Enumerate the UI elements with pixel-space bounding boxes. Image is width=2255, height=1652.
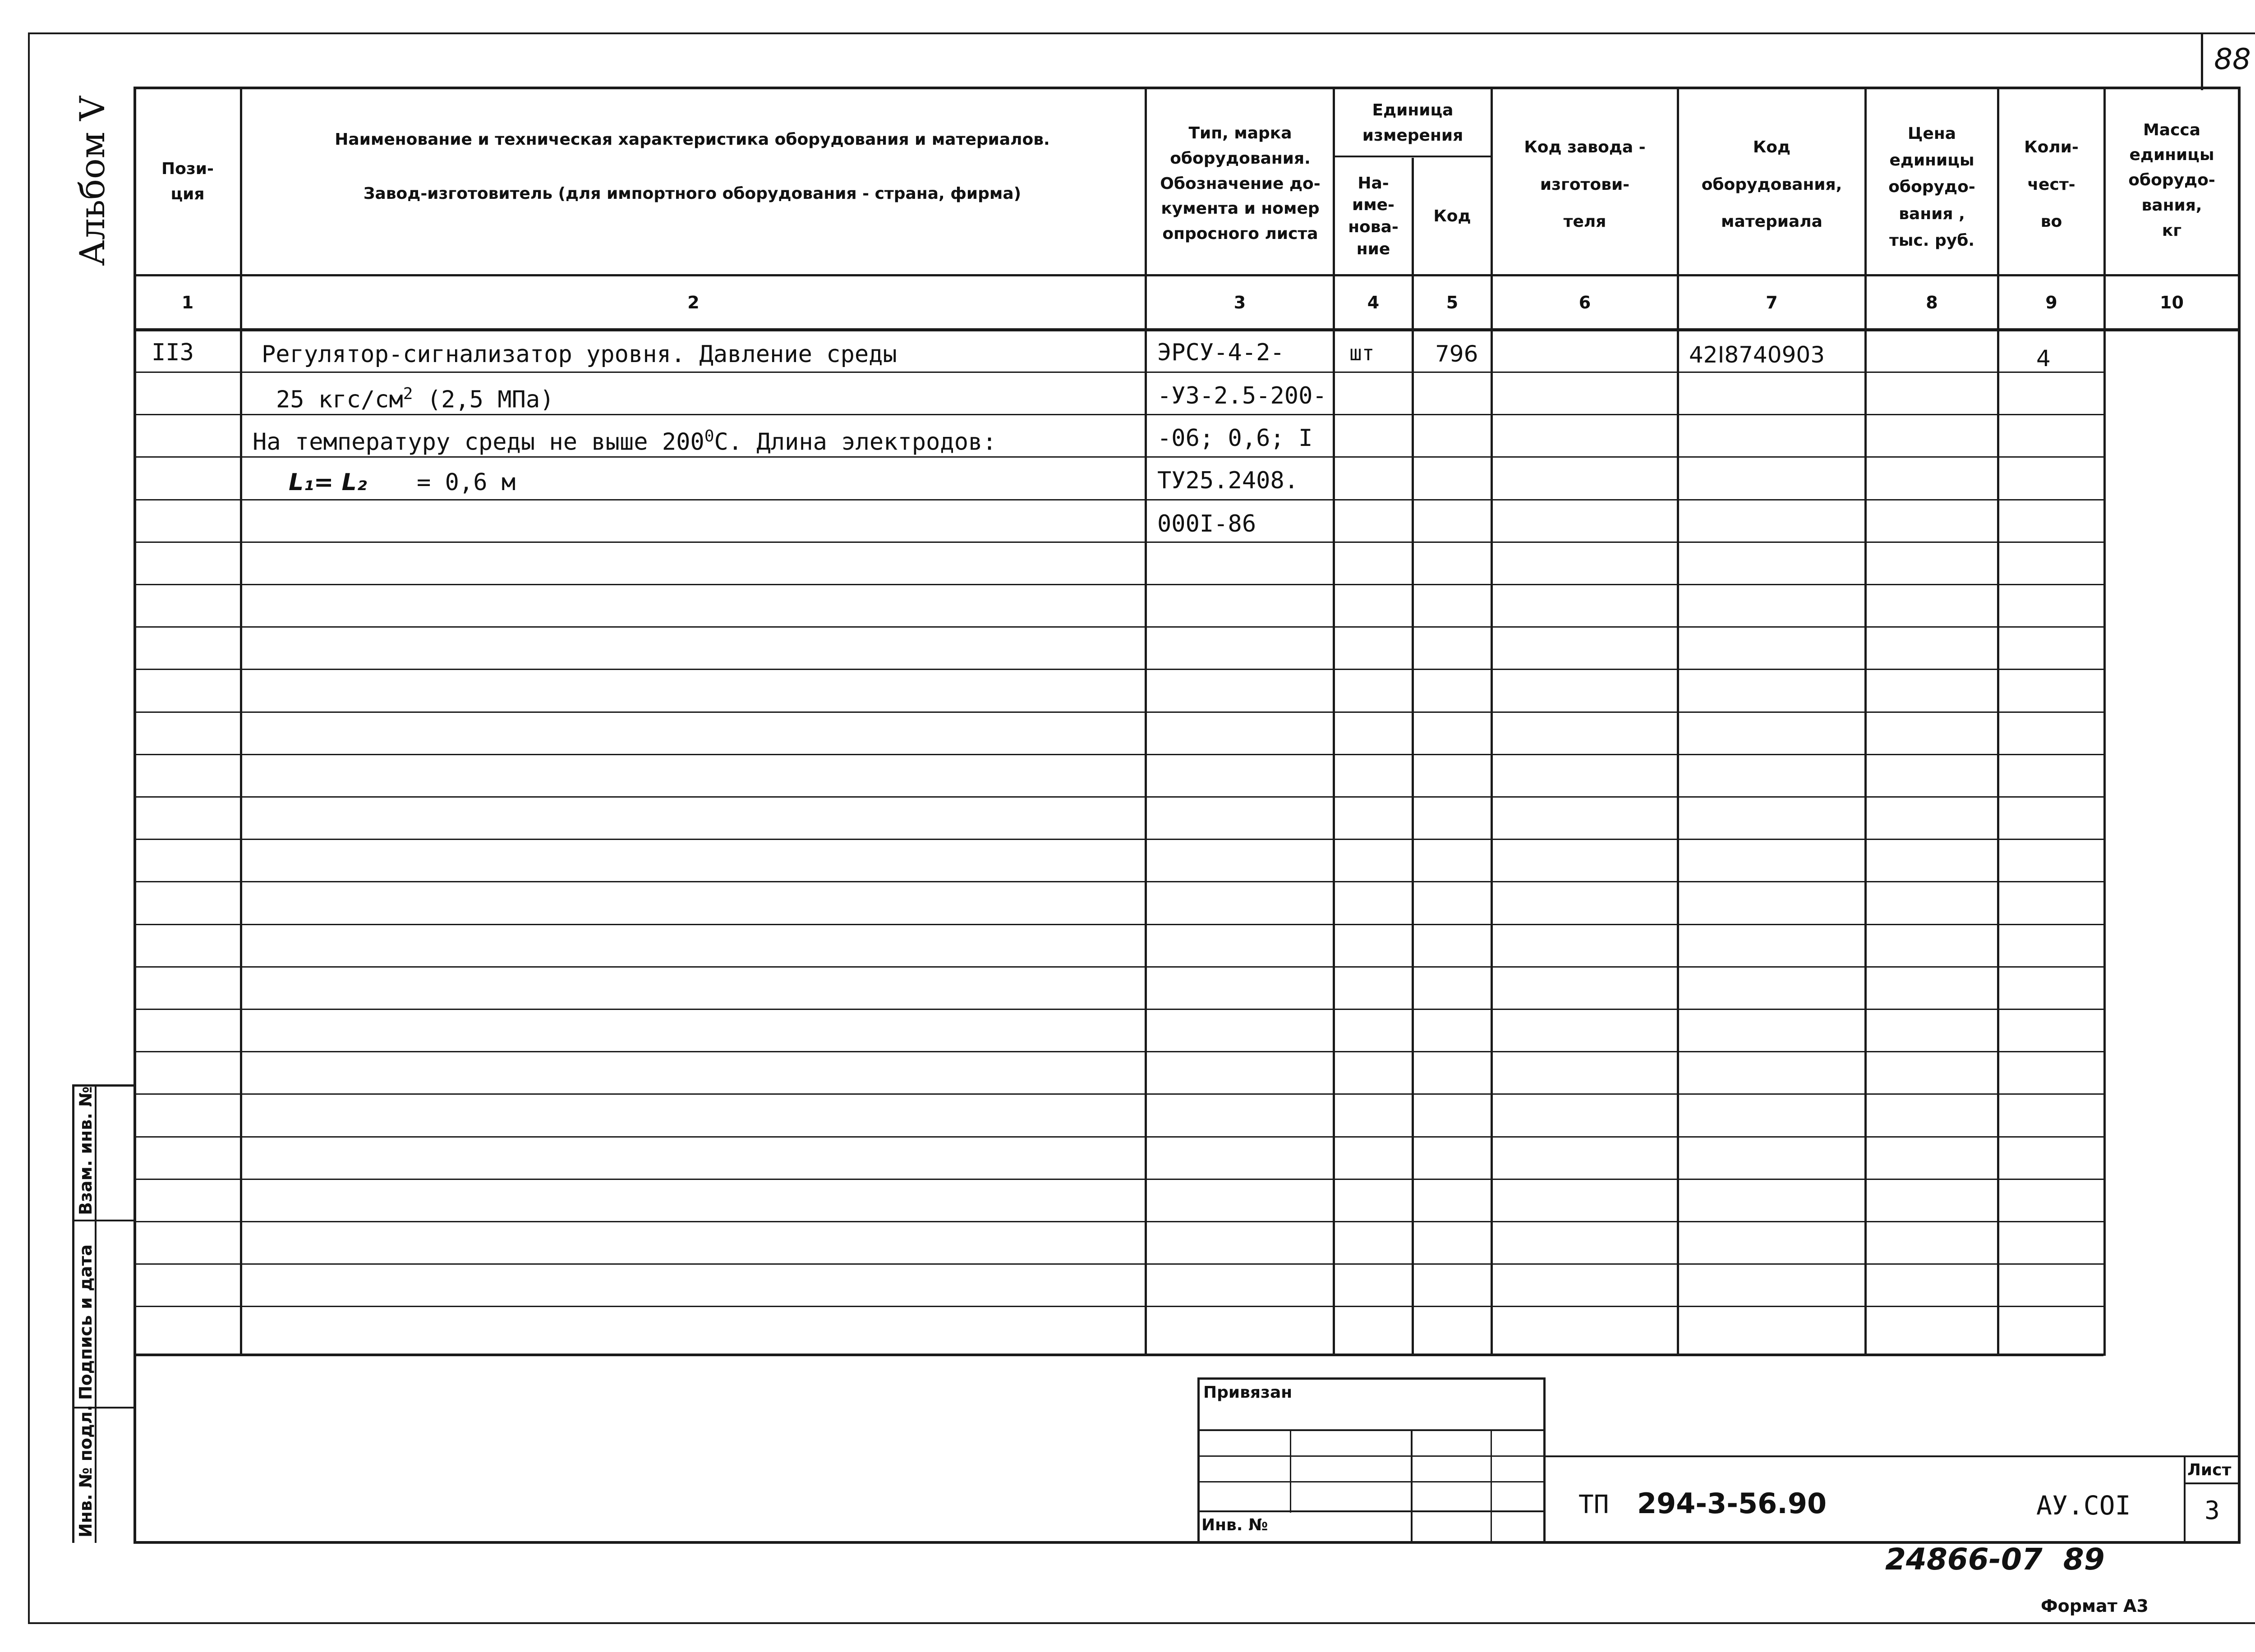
table-row-rule [135, 626, 2103, 628]
colnum-2: 2 [687, 292, 700, 312]
stamp-split-1 [72, 1220, 135, 1221]
type-line-1: ЭРСУ-4-2- [1157, 339, 1284, 366]
tb-left [1197, 1377, 1200, 1542]
type-line-5: 000I-86 [1157, 510, 1256, 537]
inv-no-label: Инв. № [1201, 1516, 1268, 1534]
type-line-4: ТУ25.2408. [1157, 467, 1299, 494]
doc-number: 294-3-56.90 [1637, 1487, 1827, 1520]
page-number: 88 [2214, 43, 2251, 76]
colnum-bottom-rule [133, 328, 2241, 331]
colnum-9: 9 [2045, 292, 2057, 312]
stamp-inv-podl: Инв. № подл. [76, 1404, 96, 1537]
table-row-rule [135, 541, 2103, 543]
type-line-3: -06; 0,6; I [1157, 425, 1313, 452]
col6-header: Код завода - изготови- теля [1524, 138, 1646, 231]
tb-h3 [1197, 1481, 1546, 1482]
outer-frame-left [28, 32, 30, 1624]
table-row-rule [135, 456, 2103, 458]
tb-v3 [1491, 1429, 1492, 1542]
bottom-stamp: 24866-07 89 [1885, 1542, 2105, 1577]
table-row-rule [135, 1093, 2103, 1095]
type-line-2: -У3-2.5-200- [1157, 382, 1327, 409]
colnum-7: 7 [1766, 292, 1778, 312]
name-line-2-main: 25 кгс/см [276, 386, 403, 413]
name-line-2-tail: (2,5 МПа) [413, 386, 554, 413]
position-cell: II3 [152, 339, 194, 366]
electrodes-formula: L₁= L₂ [289, 469, 367, 496]
tb-v2 [1411, 1429, 1413, 1542]
tb-top [1197, 1377, 1546, 1380]
colnum-6: 6 [1578, 292, 1591, 312]
outer-frame-top [28, 32, 2255, 34]
table-row-rule [135, 796, 2103, 798]
col7-header: Код оборудования, материала [1701, 138, 1842, 231]
colnum-1: 1 [181, 292, 194, 312]
tb-h4 [1197, 1510, 1546, 1512]
table-row-rule [135, 966, 2103, 968]
col5-header: Код [1433, 207, 1471, 226]
table-row-rule [135, 881, 2103, 882]
table-bottom-rule [133, 1354, 2103, 1356]
table-row-rule [135, 839, 2103, 840]
tb-sheet-left [2184, 1455, 2186, 1541]
table-row-rule [135, 1009, 2103, 1010]
table-row-rule [135, 1306, 2103, 1307]
tb-h1 [1197, 1429, 1546, 1431]
equipment-code-cell: 42I8740903 [1689, 342, 1825, 368]
table-row-rule [135, 1263, 2103, 1265]
table-row-rule [135, 924, 2103, 925]
col3-header: Тип, марка оборудования. Обозначение до- кумента и номер опросного листа [1160, 124, 1321, 243]
table-row-rule [135, 711, 2103, 713]
table-row-rule [135, 499, 2103, 500]
table-row-rule [135, 1221, 2103, 1222]
unit-code-cell: 796 [1435, 341, 1478, 367]
table-row-rule [135, 754, 2103, 755]
name-line-1: Регулятор-сигнализатор уровня. Давление среды [262, 341, 897, 368]
name-line-2-sup: 2 [403, 385, 413, 403]
format-label: Формат А3 [2041, 1596, 2149, 1616]
doc-prefix: ТП [1578, 1490, 1609, 1519]
name-line-3-main: На температуру среды не выше 200 [253, 428, 704, 456]
colnum-10: 10 [2160, 292, 2184, 312]
tb-main-top [1546, 1455, 2241, 1457]
col2-header-line2: Завод-изготовитель (для импортного оборудования - страна, фирма) [363, 184, 1022, 203]
table-row-rule [135, 414, 2103, 415]
col1-header: Пози- ция [161, 160, 214, 203]
table-row-rule [135, 669, 2103, 670]
table-row-rule [135, 1136, 2103, 1138]
stamp-podpis: Подпись и дата [76, 1244, 96, 1400]
colnum-8: 8 [1926, 292, 1938, 312]
privyazan-label: Привязан [1203, 1383, 1293, 1402]
stamp-vzam: Взам. инв. № [76, 1086, 96, 1215]
table-row-rule [135, 372, 2103, 373]
col-div-4 [1412, 158, 1414, 1356]
col4-header: На- име- нова- ние [1348, 174, 1399, 258]
quantity-cell: 4 [2036, 345, 2051, 372]
tb-sheet-mid [2184, 1482, 2241, 1484]
page-box-left [2201, 32, 2203, 90]
tb-h2 [1197, 1455, 1546, 1457]
name-line-2 [276, 386, 554, 411]
col10-header: Масса единицы оборудо- вания, кг [2128, 120, 2215, 240]
unit-subheader-rule [1333, 156, 1491, 157]
col9-header: Коли- чест- во [2024, 138, 2079, 231]
doc-code: АУ.СОI [2036, 1490, 2131, 1521]
unit-group-header: Единица измерения [1362, 101, 1463, 145]
name-line-3-sup: 0 [704, 427, 714, 445]
stamp-col-left [72, 1084, 74, 1543]
colnum-3: 3 [1233, 292, 1246, 312]
sheet-label: Лист [2187, 1461, 2232, 1479]
tb-right [1543, 1377, 1546, 1542]
name-line-3-tail: С. Длина электродов: [714, 428, 997, 456]
col2-header-line1: Наименование и техническая характеристика оборудования и материалов. [335, 130, 1050, 149]
unit-name-cell: шт [1349, 341, 1375, 365]
table-row-rule [135, 584, 2103, 585]
colnum-5: 5 [1446, 292, 1459, 312]
table-row-rule [135, 1051, 2103, 1052]
table-row-rule [135, 1179, 2103, 1180]
outer-frame-bottom [28, 1622, 2255, 1624]
colnum-4: 4 [1367, 292, 1380, 312]
name-line-3 [253, 428, 997, 454]
drawing-frame-top [133, 87, 2241, 89]
album-label: Альбом V [72, 96, 112, 266]
name-line-4: = 0,6 м [417, 469, 516, 496]
tb-v1 [1290, 1429, 1291, 1513]
col8-header: Цена единицы оборудо- вания , тыс. руб. [1888, 124, 1975, 250]
sheet-number: 3 [2204, 1496, 2220, 1525]
drawing-frame-right [2238, 87, 2241, 1543]
